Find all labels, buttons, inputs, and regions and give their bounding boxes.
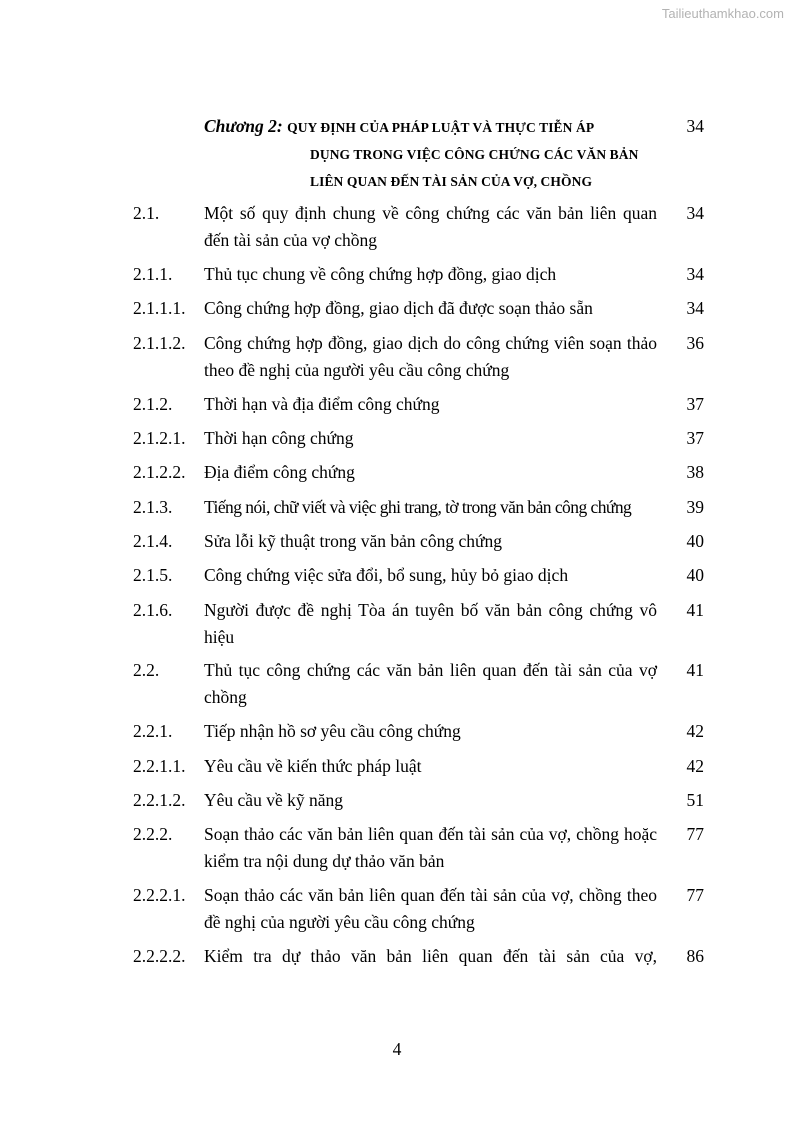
toc-section-number: 2.1.1.2. [133,333,186,353]
toc-section-number: 2.2. [133,660,160,680]
toc-page-number: 37 [686,394,704,414]
toc-section-number: 2.2.2. [133,824,173,844]
toc-section-number: 2.1.2.2. [133,462,186,482]
toc-page-number: 42 [686,721,704,741]
toc-page-number: 86 [686,946,704,966]
toc-page-number: 41 [686,660,704,680]
footer-page-number: 4 [392,1039,402,1059]
toc-section-title: Sửa lỗi kỹ thuật trong văn bản công chứng [204,531,502,551]
chapter-title-line: DỤNG TRONG VIỆC CÔNG CHỨNG CÁC VĂN BẢN [310,147,639,162]
toc-section-title: Soạn thảo các văn bản liên quan đến tài sản của vợ, chồng theo đề nghị của người yêu cầu công chứng [204,885,657,932]
watermark: Tailieuthamkhao.com [661,6,784,21]
toc-page-number: 34 [686,116,704,136]
toc-section-title: Thủ tục công chứng các văn bản liên quan đến tài sản của vợ chồng [204,660,657,707]
toc-section-number: 2.1.1. [133,264,173,284]
toc-section-title: Yêu cầu về kỹ năng [204,790,343,810]
toc-page-number: 40 [686,565,704,585]
toc-page-number: 38 [686,462,704,482]
toc-section-title: Công chứng việc sửa đổi, bổ sung, hủy bỏ giao dịch [204,565,569,585]
toc-section-title: Kiểm tra dự thảo văn bản liên quan đến tài sản của vợ, [204,946,657,966]
chapter-title-line: QUY ĐỊNH CỦA PHÁP LUẬT VÀ THỰC TIỄN ÁP [287,120,595,135]
toc-section-title: Thời hạn công chứng [204,428,354,448]
toc-page-number: 51 [686,790,704,810]
toc-page-number: 34 [686,264,704,284]
toc-section-number: 2.1.4. [133,531,173,551]
toc-section-title: Tiếng nói, chữ viết và việc ghi trang, tờ trong văn bản công chứng [204,497,632,517]
chapter-colon: : [276,116,283,136]
toc-section-number: 2.1.2. [133,394,173,414]
toc-page-number: 40 [686,531,704,551]
toc-section-number: 2.1.5. [133,565,173,585]
toc-page-number: 41 [686,600,704,620]
toc-section-number: 2.1.6. [133,600,173,620]
toc-section-number: 2.1.3. [133,497,173,517]
chapter-label: Chương 2 [204,116,277,136]
toc-page-number: 77 [686,885,704,905]
toc-section-title: Tiếp nhận hồ sơ yêu cầu công chứng [204,721,461,741]
toc-section-title: Công chứng hợp đồng, giao dịch đã được soạn thảo sẵn [204,298,593,318]
toc-page-number: 77 [686,824,704,844]
toc-section-title: Thủ tục chung về công chứng hợp đồng, giao dịch [204,264,557,284]
toc-section-title: Công chứng hợp đồng, giao dịch do công chứng viên soạn thảo theo đề nghị của người yêu cầu công chứng [204,333,657,380]
toc-section-title: Yêu cầu về kiến thức pháp luật [204,756,422,776]
toc-section-title: Một số quy định chung về công chứng các văn bản liên quan đến tài sản của vợ chồng [204,203,657,250]
toc-page-number: 39 [686,497,704,517]
toc-section-number: 2.2.1.1. [133,756,186,776]
toc-section-number: 2.2.1. [133,721,173,741]
toc-section-title: Soạn thảo các văn bản liên quan đến tài sản của vợ, chồng hoặc kiểm tra nội dung dự thảo văn bản [204,824,657,871]
chapter-heading [204,113,657,195]
toc-section-title: Người được đề nghị Tòa án tuyên bố văn bản công chứng vô hiệu [204,600,657,647]
toc-page-number: 42 [686,756,704,776]
toc-page-number: 34 [686,298,704,318]
toc-page-number: 34 [686,203,704,223]
toc-page-number: 37 [686,428,704,448]
toc-section-title: Địa điểm công chứng [204,462,355,482]
toc-section-number: 2.2.2.1. [133,885,186,905]
chapter-title-line: LIÊN QUAN ĐẾN TÀI SẢN CỦA VỢ, CHỒNG [310,174,593,189]
toc-section-number: 2.2.1.2. [133,790,186,810]
toc-section-title: Thời hạn và địa điểm công chứng [204,394,440,414]
toc-section-number: 2.1.1.1. [133,298,186,318]
toc-section-number: 2.1.2.1. [133,428,186,448]
toc-section-number: 2.1. [133,203,160,223]
toc-section-number: 2.2.2.2. [133,946,186,966]
toc-page-number: 36 [686,333,704,353]
